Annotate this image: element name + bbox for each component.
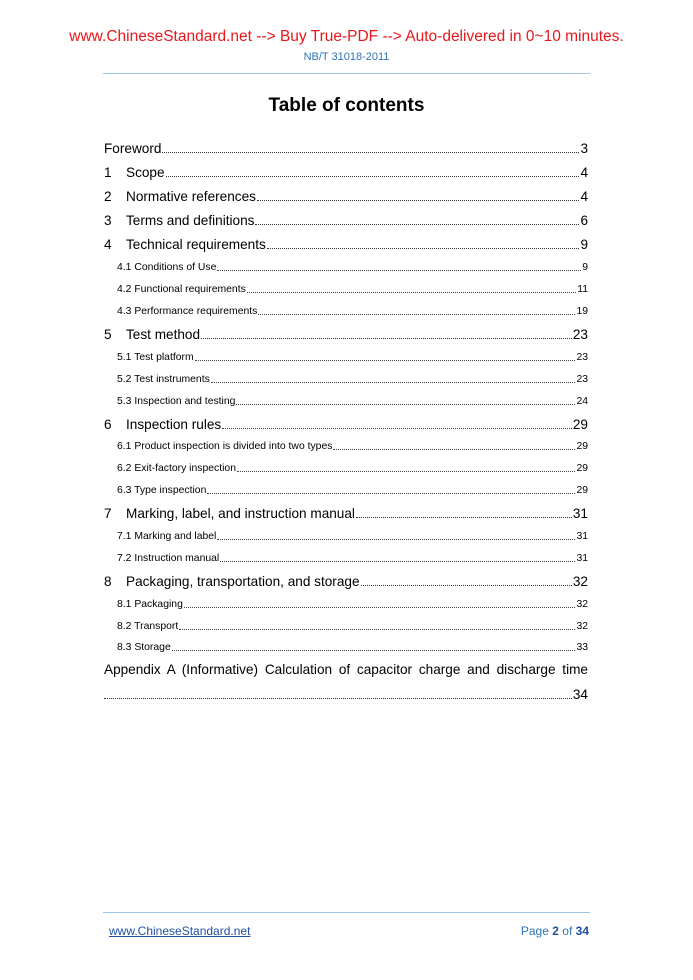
toc-leader-dots: [207, 493, 575, 494]
toc-page-number: 23: [576, 373, 588, 385]
toc-entry-label: 8.3 Storage: [117, 642, 171, 654]
toc-page-number: 31: [572, 506, 588, 522]
toc-leader-dots: [220, 561, 575, 562]
toc-page-number: 6: [580, 213, 588, 229]
toc-leader-dots: [255, 224, 579, 225]
toc-page-number: 29: [576, 441, 588, 453]
toc-section-number: 5: [104, 326, 112, 342]
toc-subentry-4-3[interactable]: [104, 301, 588, 323]
toc-entry-label: 7.1 Marking and label: [117, 531, 217, 543]
toc-section-title: Inspection rules: [126, 416, 222, 432]
toc-leader-dots: [257, 200, 579, 201]
toc-leader-dots: [258, 314, 575, 315]
toc-leader-dots: [184, 607, 576, 608]
toc-entry-packaging-transport-storage[interactable]: [104, 569, 588, 593]
toc-leader-dots: [237, 471, 575, 472]
toc-subentry-4-2[interactable]: [104, 279, 588, 301]
toc-entry-label: 5.3 Inspection and testing: [117, 395, 236, 407]
toc-entry-label: [104, 417, 221, 432]
toc-page-number: 9: [580, 237, 588, 253]
toc-subentry-4-1[interactable]: [104, 257, 588, 279]
page-total: 34: [575, 924, 589, 938]
toc-page-number: 32: [576, 620, 588, 632]
toc-section-title: Packaging, transportation, and storage: [126, 573, 360, 589]
toc-entry-appendix-a[interactable]: Appendix A (Informative) Calculation of capacitor charge and discharge time: [104, 661, 588, 677]
toc-leader-dots: [166, 176, 580, 177]
toc-entry-normative-references[interactable]: [104, 184, 588, 208]
footer-divider: [103, 912, 590, 913]
toc-leader-dots: [247, 292, 576, 293]
toc-page-number: 19: [576, 305, 588, 317]
toc-entry-label: [104, 189, 256, 204]
toc-page-number: 32: [572, 573, 588, 589]
toc-subentry-6-3[interactable]: [104, 480, 588, 502]
header-divider: [103, 73, 590, 74]
toc-page-number: 31: [576, 531, 588, 543]
toc-section-title: Scope: [126, 164, 165, 180]
toc-leader-dots: [172, 650, 576, 651]
promo-banner[interactable]: www.ChineseStandard.net --> Buy True-PDF --> Auto-delivered in 0~10 minutes.: [69, 28, 624, 45]
toc-page-number: 4: [580, 164, 588, 180]
toc-section-number: 4: [104, 237, 112, 253]
toc-leader-dots: [217, 270, 581, 271]
toc-page-number: 29: [572, 416, 588, 432]
toc-subentry-8-1[interactable]: [104, 593, 588, 615]
toc-entry-label: [104, 237, 266, 252]
toc-section-title: Technical requirements: [126, 237, 266, 253]
toc-leader-dots: [356, 517, 572, 518]
toc-leader-dots: [222, 428, 572, 429]
toc-page-number: 29: [576, 485, 588, 497]
toc-section-title: Terms and definitions: [126, 213, 255, 229]
toc-section-number: 1: [104, 164, 112, 180]
page-title: Table of contents: [268, 95, 425, 116]
toc-subentry-6-2[interactable]: [104, 458, 588, 480]
toc-page-number: 31: [576, 552, 588, 564]
toc-page-number: 9: [582, 262, 588, 274]
toc-page-number: 11: [577, 284, 588, 296]
toc-entry-label: 6.3 Type inspection: [117, 485, 207, 497]
toc-entry-label: [104, 506, 355, 521]
toc-subentry-7-2[interactable]: [104, 547, 588, 569]
toc-page-number: 34: [572, 687, 588, 703]
toc-entry-label: 8.1 Packaging: [117, 598, 183, 610]
toc-subentry-8-3[interactable]: [104, 637, 588, 659]
toc-entry-label: [104, 574, 360, 589]
toc-leader-dots: [162, 152, 579, 153]
toc-entry-test-method[interactable]: [104, 322, 588, 346]
toc-leader-dots: [267, 248, 580, 249]
page-current: 2: [552, 924, 559, 938]
page-of: of: [562, 924, 573, 938]
toc-appendix-leader-row[interactable]: [104, 681, 588, 709]
toc-page-number: 23: [572, 326, 588, 342]
toc-entry-label: [104, 327, 200, 342]
toc-section-title: Marking, label, and instruction manual: [126, 506, 355, 522]
toc-section-title: Normative references: [126, 188, 256, 204]
footer-website-link[interactable]: www.ChineseStandard.net: [109, 924, 251, 938]
toc-page-number: 33: [576, 642, 588, 654]
toc-leader-dots: [236, 404, 575, 405]
toc-section-number: 8: [104, 573, 112, 589]
toc-leader-dots: [201, 338, 572, 339]
toc-leader-dots: [333, 449, 575, 450]
toc-entry-technical-requirements[interactable]: [104, 233, 588, 257]
page-prefix: Page: [520, 924, 549, 938]
toc-entry-label: 6.2 Exit-factory inspection: [117, 463, 236, 475]
toc-subentry-5-3[interactable]: [104, 390, 588, 412]
toc-entry-label: [104, 165, 165, 180]
toc-entry-label: Foreword: [104, 140, 162, 156]
toc-section-number: 2: [104, 188, 112, 204]
toc-entry-inspection-rules[interactable]: [104, 412, 588, 436]
toc-entry-label: 5.2 Test instruments: [117, 373, 210, 385]
toc-leader-dots: [217, 539, 575, 540]
toc-section-number: 3: [104, 213, 112, 229]
table-of-contents: [104, 136, 588, 709]
toc-entry-foreword[interactable]: [104, 136, 588, 160]
toc-page-number: 29: [576, 463, 588, 475]
toc-entry-marking-label-manual[interactable]: [104, 501, 588, 525]
toc-page-number: 24: [576, 395, 588, 407]
toc-entry-label: 7.2 Instruction manual: [117, 552, 220, 564]
toc-subentry-5-1[interactable]: [104, 347, 588, 369]
toc-section-title: Test method: [126, 326, 201, 342]
toc-entry-label: 4.2 Functional requirements: [117, 284, 246, 296]
toc-leader-dots: [361, 585, 572, 586]
toc-entry-label: 4.3 Performance requirements: [117, 305, 258, 317]
toc-entry-label: 5.1 Test platform: [117, 351, 194, 363]
toc-subentry-7-1[interactable]: [104, 526, 588, 548]
toc-section-number: 6: [104, 416, 112, 432]
toc-subentry-6-1[interactable]: [104, 436, 588, 458]
toc-section-number: 7: [104, 506, 112, 522]
toc-leader-dots: [195, 360, 576, 361]
toc-leader-dots: [179, 629, 575, 630]
toc-leader-dots: [104, 698, 572, 699]
document-number: NB/T 31018-2011: [303, 51, 390, 63]
toc-entry-label: 4.1 Conditions of Use: [117, 262, 217, 274]
toc-entry-label: [104, 213, 254, 228]
toc-entry-label: 6.1 Product inspection is divided into two types: [117, 441, 333, 453]
toc-leader-dots: [211, 382, 576, 383]
toc-page-number: 23: [576, 351, 588, 363]
toc-page-number: 32: [576, 598, 588, 610]
toc-subentry-8-2[interactable]: [104, 615, 588, 637]
toc-entry-label: 8.2 Transport: [117, 620, 179, 632]
page-indicator: [521, 924, 589, 938]
toc-entry-terms-and-definitions[interactable]: [104, 209, 588, 233]
toc-subentry-5-2[interactable]: [104, 368, 588, 390]
toc-page-number: 4: [580, 188, 588, 204]
toc-entry-scope[interactable]: [104, 160, 588, 184]
toc-page-number: 3: [580, 140, 588, 156]
